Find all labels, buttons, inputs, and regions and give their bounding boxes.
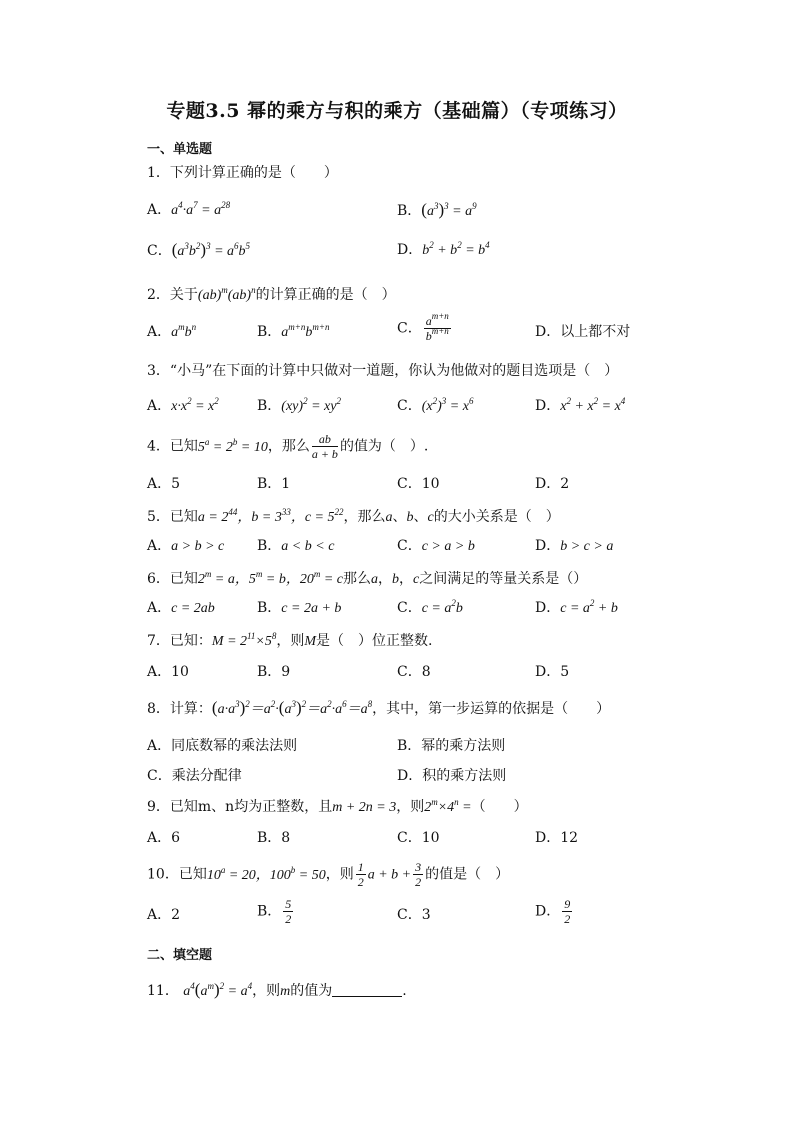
q8-option-a: A．同底数幂的乘法法则 (147, 738, 298, 754)
question-5: 5．已知$a = 2^{44}$，$b = 3^{33}$，$c = 5^{22}$，那么a、b、c的大小关系是（ ） (147, 507, 560, 525)
q8-option-c: C．乘法分配律 (147, 768, 242, 784)
q4-option-c: C．10 (397, 476, 440, 492)
question-8-options (147, 736, 667, 764)
q1-option-a: A．$a^4\cdot a^7 = a^{28}$ (147, 200, 231, 218)
q5-option-a: A．a > b > c (147, 538, 225, 554)
question-2-options (147, 311, 667, 350)
q7-option-b: B．9 (257, 664, 291, 680)
question-4-options (147, 474, 667, 502)
q3-option-d: D．$x^2 + x^2 = x^4$ (535, 396, 626, 414)
q9-option-b: B．8 (257, 830, 291, 846)
q7-option-d: D．5 (535, 664, 570, 680)
q1-option-b: B．$(a^3)^3 = a^9$ (397, 200, 477, 219)
q7-option-c: C．8 (397, 664, 431, 680)
q1-option-d: D．$b^2 + b^2 = b^4$ (397, 240, 490, 258)
question-10-options (147, 897, 667, 933)
q8-option-d: D．积的乘方法则 (397, 768, 507, 784)
q10-option-c: C．3 (397, 907, 431, 923)
q9-option-d: D．12 (535, 830, 579, 846)
q3-option-a: A．$x\cdot x^2 = x^2$ (147, 396, 219, 414)
q8-option-b: B．幂的乘方法则 (397, 738, 506, 754)
q2-option-c: C． $\frac{a^{m+n}}{b^{m+n}}$ (397, 311, 449, 343)
question-1-options-cd (147, 240, 667, 268)
question-6: 6．已知$2^m = a$，$5^m = b$，$20^m = c$那么a，b，c之间满足的等量关系是（） (147, 569, 588, 587)
section-heading-fill-blank: 二、填空题 (147, 948, 213, 963)
question-7-options (147, 662, 667, 690)
question-8-options-cd (147, 766, 667, 794)
q10-option-d: D． $\frac{9}{2}$ (535, 897, 571, 926)
q6-option-b: B．c = 2a + b (257, 600, 342, 616)
q6-option-c: C．$c = a^2b$ (397, 598, 463, 616)
q4-option-b: B．1 (257, 476, 291, 492)
q3-option-c: C．$(x^2)^3 = x^6$ (397, 396, 474, 414)
question-1: 1．下列计算正确的是（ ） (147, 165, 338, 181)
question-3: 3．“小马”在下面的计算中只做对一道题，你认为他做对的题目选项是（ ） (147, 363, 619, 379)
q4-option-a: A．5 (147, 476, 181, 492)
question-9: 9．已知m、n均为正整数，且m + 2n = 3，则$2^m\times 4^n$ =（ ） (147, 797, 528, 815)
answer-blank[interactable] (332, 982, 402, 997)
question-2: 2．关于(ab)$^m$(ab)$^n$的计算正确的是（ ） (147, 285, 396, 303)
question-11: 11． $a^4(a^m)^2 = a^4$，则m的值为 . (147, 980, 407, 999)
q1-option-c: C．$(a^3b^2)^3 = a^6b^5$ (147, 240, 251, 259)
q9-option-c: C．10 (397, 830, 440, 846)
question-9-options (147, 828, 667, 856)
q6-option-d: D．$c = a^2 + b$ (535, 598, 618, 616)
q9-option-a: A．6 (147, 830, 181, 846)
question-4: 4．已知$5^a = 2^b = 10$，那么 $\frac{ab}{a + b}$ 的值为（ ）. (147, 432, 429, 461)
question-10: 10．已知$10^a = 20$，$100^b = 50$，则 $\frac{1}{2}$ a + b + $\frac{3}{2}$ 的值是（ ） (147, 860, 510, 889)
page-title: 专题3.5 幂的乘方与积的乘方（基础篇）（专项练习） (166, 100, 628, 122)
q3-option-b: B．$(xy)^2 = xy^2$ (257, 396, 341, 414)
q5-option-b: B．a < b < c (257, 538, 335, 554)
question-1-options (147, 200, 667, 228)
q6-option-a: A．c = 2ab (147, 600, 215, 616)
question-8: 8．计算：$(a\cdot a^3)^2=a^2\cdot(a^3)^2=a^2\cdot a^6=a^8$，其中，第一步运算的依据是（ ） (147, 698, 611, 717)
q10-option-b: B． $\frac{5}{2}$ (257, 897, 292, 926)
q5-option-c: C．c > a > b (397, 538, 475, 554)
q7-option-a: A．10 (147, 664, 189, 680)
question-5-options (147, 536, 667, 564)
q5-option-d: D．b > c > a (535, 538, 614, 554)
q2-option-b: B．$a^{m+n}b^{m+n}$ (257, 322, 330, 340)
question-7: 7．已知：$M = 2^{11}\times 5^8$，则M是（ ）位正整数. (147, 631, 433, 649)
q2-option-a: A．$a^mb^n$ (147, 322, 197, 340)
question-6-options (147, 598, 667, 626)
question-3-options (147, 396, 667, 424)
q4-option-d: D．2 (535, 476, 570, 492)
q2-option-d: D．以上都不对 (535, 324, 631, 340)
section-heading-single-choice: 一、单选题 (147, 142, 213, 157)
q10-option-a: A．2 (147, 907, 181, 923)
